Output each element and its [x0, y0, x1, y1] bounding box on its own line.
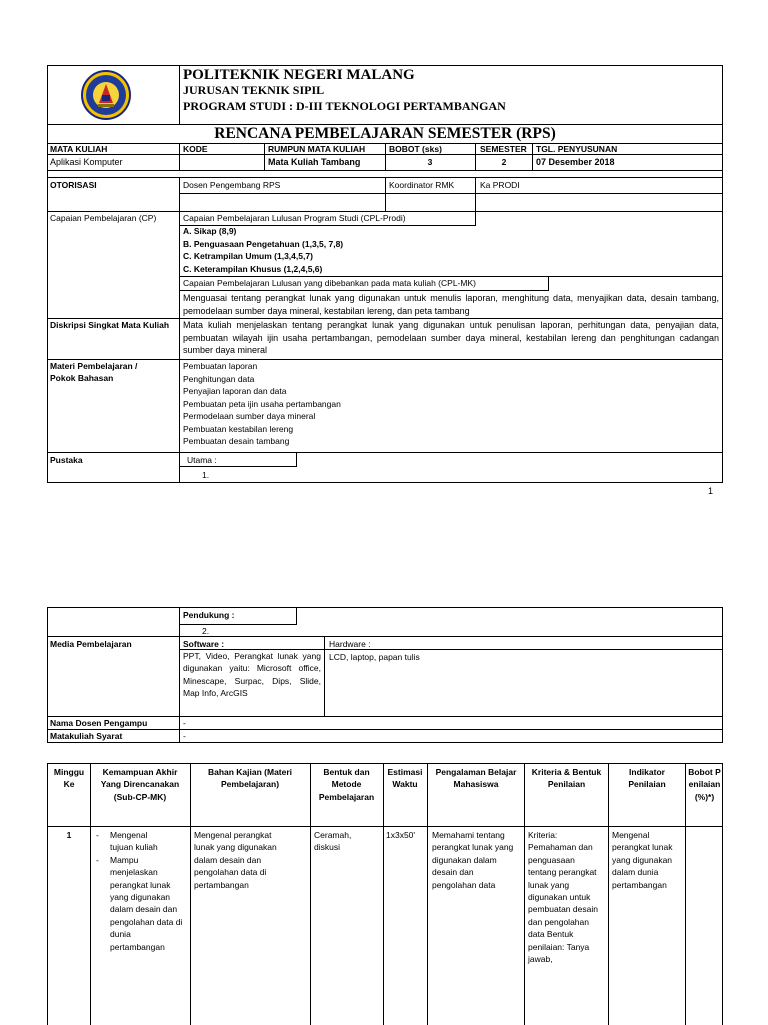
course-semester: 2: [501, 157, 507, 167]
materials-label-1: Materi Pembelajaran /: [50, 361, 138, 371]
row-week: 1: [66, 830, 72, 840]
col-header-experience: Pengalaman Belajar Mahasiswa: [435, 767, 517, 790]
prerequisite-label: Matakuliah Syarat: [50, 731, 123, 741]
cp-mk-title: Capaian Pembelajaran Lulusan yang dibebankan pada mata kuliah (CPL-MK): [183, 278, 476, 288]
materials-label-2: Pokok Bahasan: [50, 373, 114, 383]
program-name: PROGRAM STUDI : D-III TEKNOLOGI PERTAMBANGAN: [183, 99, 506, 113]
material-item: Permodelaan sumber daya mineral: [183, 411, 316, 421]
ability-item: Mampu menjelaskan perangkat lunak yang digunakan dalam desain dan pengolahan data di dunia pertambangan: [110, 854, 183, 952]
row-method: Ceramah, diskusi: [314, 830, 352, 853]
media-label: Media Pembelajaran: [50, 639, 132, 649]
prerequisite-value: -: [183, 731, 186, 741]
references-main-item: 1.: [202, 470, 210, 480]
authorization-label: OTORISASI: [50, 180, 97, 190]
page2-frame: [47, 607, 723, 743]
row-time: 1x3x50': [386, 830, 416, 840]
cp-item-umum: C. Ketrampilan Umum (1,3,4,5,7): [183, 251, 313, 261]
row-experience: Memahami tentang perangkat lunak yang digunakan dalam desain dan pengolahan data: [432, 830, 514, 890]
row-criteria: Kriteria: Pemahaman dan penguasaan tentang perangkat lunak yang digunakan untuk pembuatan desain dan pengolahan data Bentuk penilaian: Tanya jawab,: [528, 830, 598, 965]
institution-name: POLITEKNIK NEGERI MALANG: [183, 67, 415, 83]
course-name: Aplikasi Komputer: [50, 157, 123, 167]
lecturer-label: Nama Dosen Pengampu: [50, 718, 148, 728]
media-software-label: Software :: [183, 639, 225, 649]
course-credits: 3: [427, 157, 433, 167]
cp-item-pengetahuan: B. Penguasaan Pengetahuan (1,3,5, 7,8): [183, 238, 344, 249]
header-tgl: TGL. PENYUSUNAN: [536, 144, 618, 154]
material-item: Penghitungan data: [183, 373, 255, 384]
list-bullet: -: [96, 830, 99, 840]
cp-mk-text: Menguasai tentang perangkat lunak yang digunakan untuk menulis laporan, menghitung data, menyajikan data, desain tambang, pemodelaan sumber daya mineral, kestabilan lereng, dan peta tambang: [183, 293, 719, 316]
list-bullet: -: [96, 854, 99, 865]
media-software-text: PPT, Video, Perangkat lunak yang digunakan yaitu: Microsoft office, Minescape, Surpac, Dips, Slide, Map Info, ArcGIS: [183, 651, 321, 699]
authorization-head: Ka PRODI: [480, 180, 520, 190]
page-number: 1: [708, 486, 714, 496]
authorization-coordinator: Koordinator RMK: [389, 180, 455, 190]
row-indicator: Mengenal perangkat lunak yang digunakan dalam dunia pertambangan: [612, 830, 673, 890]
references-main-label: Utama :: [187, 455, 217, 465]
ability-item: Mengenal tujuan kuliah: [110, 830, 158, 853]
cp-label: Capaian Pembelajaran (CP): [50, 213, 157, 223]
document-title: RENCANA PEMBELAJARAN SEMESTER (RPS): [214, 125, 556, 142]
institution-logo: [80, 68, 132, 122]
col-header-material: Bahan Kajian (Materi Pembelajaran): [207, 767, 293, 790]
col-header-abilities: Kemampuan Akhir Yang Direncanakan (Sub-CP-MK): [100, 767, 180, 802]
col-header-weight: Bobot Penilaian (%)*): [688, 767, 721, 802]
header-kode: KODE: [183, 144, 208, 154]
cp-item-khusus: C. Keterampilan Khusus (1,2,4,5,6): [183, 263, 323, 274]
material-item: Pembuatan laporan: [183, 361, 258, 371]
description-label: Diskripsi Singkat Mata Kuliah: [50, 320, 170, 330]
materials-list: [183, 360, 341, 448]
references-label: Pustaka: [50, 455, 83, 465]
material-item: Pembuatan desain tambang: [183, 436, 290, 446]
cp-item-sikap: A. Sikap (8,9): [183, 226, 237, 236]
references-support-item: 2.: [202, 626, 210, 636]
cp-prodi-title: Capaian Pembelajaran Lulusan Program Studi (CPL-Prodi): [183, 213, 406, 223]
lecturer-value: -: [183, 718, 186, 728]
description-text: Mata kuliah menjelaskan tentang perangkat lunak yang digunakan untuk penulisan laporan, perhitungan data, penyajian data, pembuatan wilayah ijin usaha pertambangan, pemodelaan sumber daya mineral, kestabilan lereng dan penghitungan cadangan sumber daya mineral: [183, 320, 719, 355]
authorization-developer: Dosen Pengembang RPS: [183, 180, 281, 190]
header-rumpun: RUMPUN MATA KULIAH: [268, 144, 366, 154]
col-header-criteria: Kriteria & Bentuk Penilaian: [531, 767, 602, 790]
col-header-week: Minggu Ke: [53, 767, 85, 790]
course-date: 07 Desember 2018: [536, 157, 615, 167]
media-hardware-text: LCD, laptop, papan tulis: [329, 652, 420, 662]
material-item: Pembuatan peta ijin usaha pertambangan: [183, 398, 341, 409]
col-header-indicator: Indikator Penilaian: [628, 767, 666, 790]
cp-prodi-items: [183, 225, 343, 275]
department-name: JURUSAN TEKNIK SIPIL: [183, 83, 325, 97]
row-material: Mengenal perangkat lunak yang digunakan dalam desain dan pengolahan data di pertambangan: [194, 830, 277, 890]
col-header-time: Estimasi Waktu: [387, 767, 423, 790]
references-support-label: Pendukung :: [183, 610, 235, 620]
header-bobot: BOBOT (sks): [389, 144, 442, 154]
material-item: Penyajian laporan dan data: [183, 386, 287, 396]
col-header-method: Bentuk dan Metode Pembelajaran: [318, 767, 375, 802]
header-semester: SEMESTER: [480, 144, 527, 154]
header-mata-kuliah: MATA KULIAH: [50, 144, 108, 154]
media-hardware-label: Hardware :: [329, 639, 371, 649]
material-item: Pembuatan kestabilan lereng: [183, 423, 294, 434]
course-cluster: Mata Kuliah Tambang: [268, 157, 361, 167]
